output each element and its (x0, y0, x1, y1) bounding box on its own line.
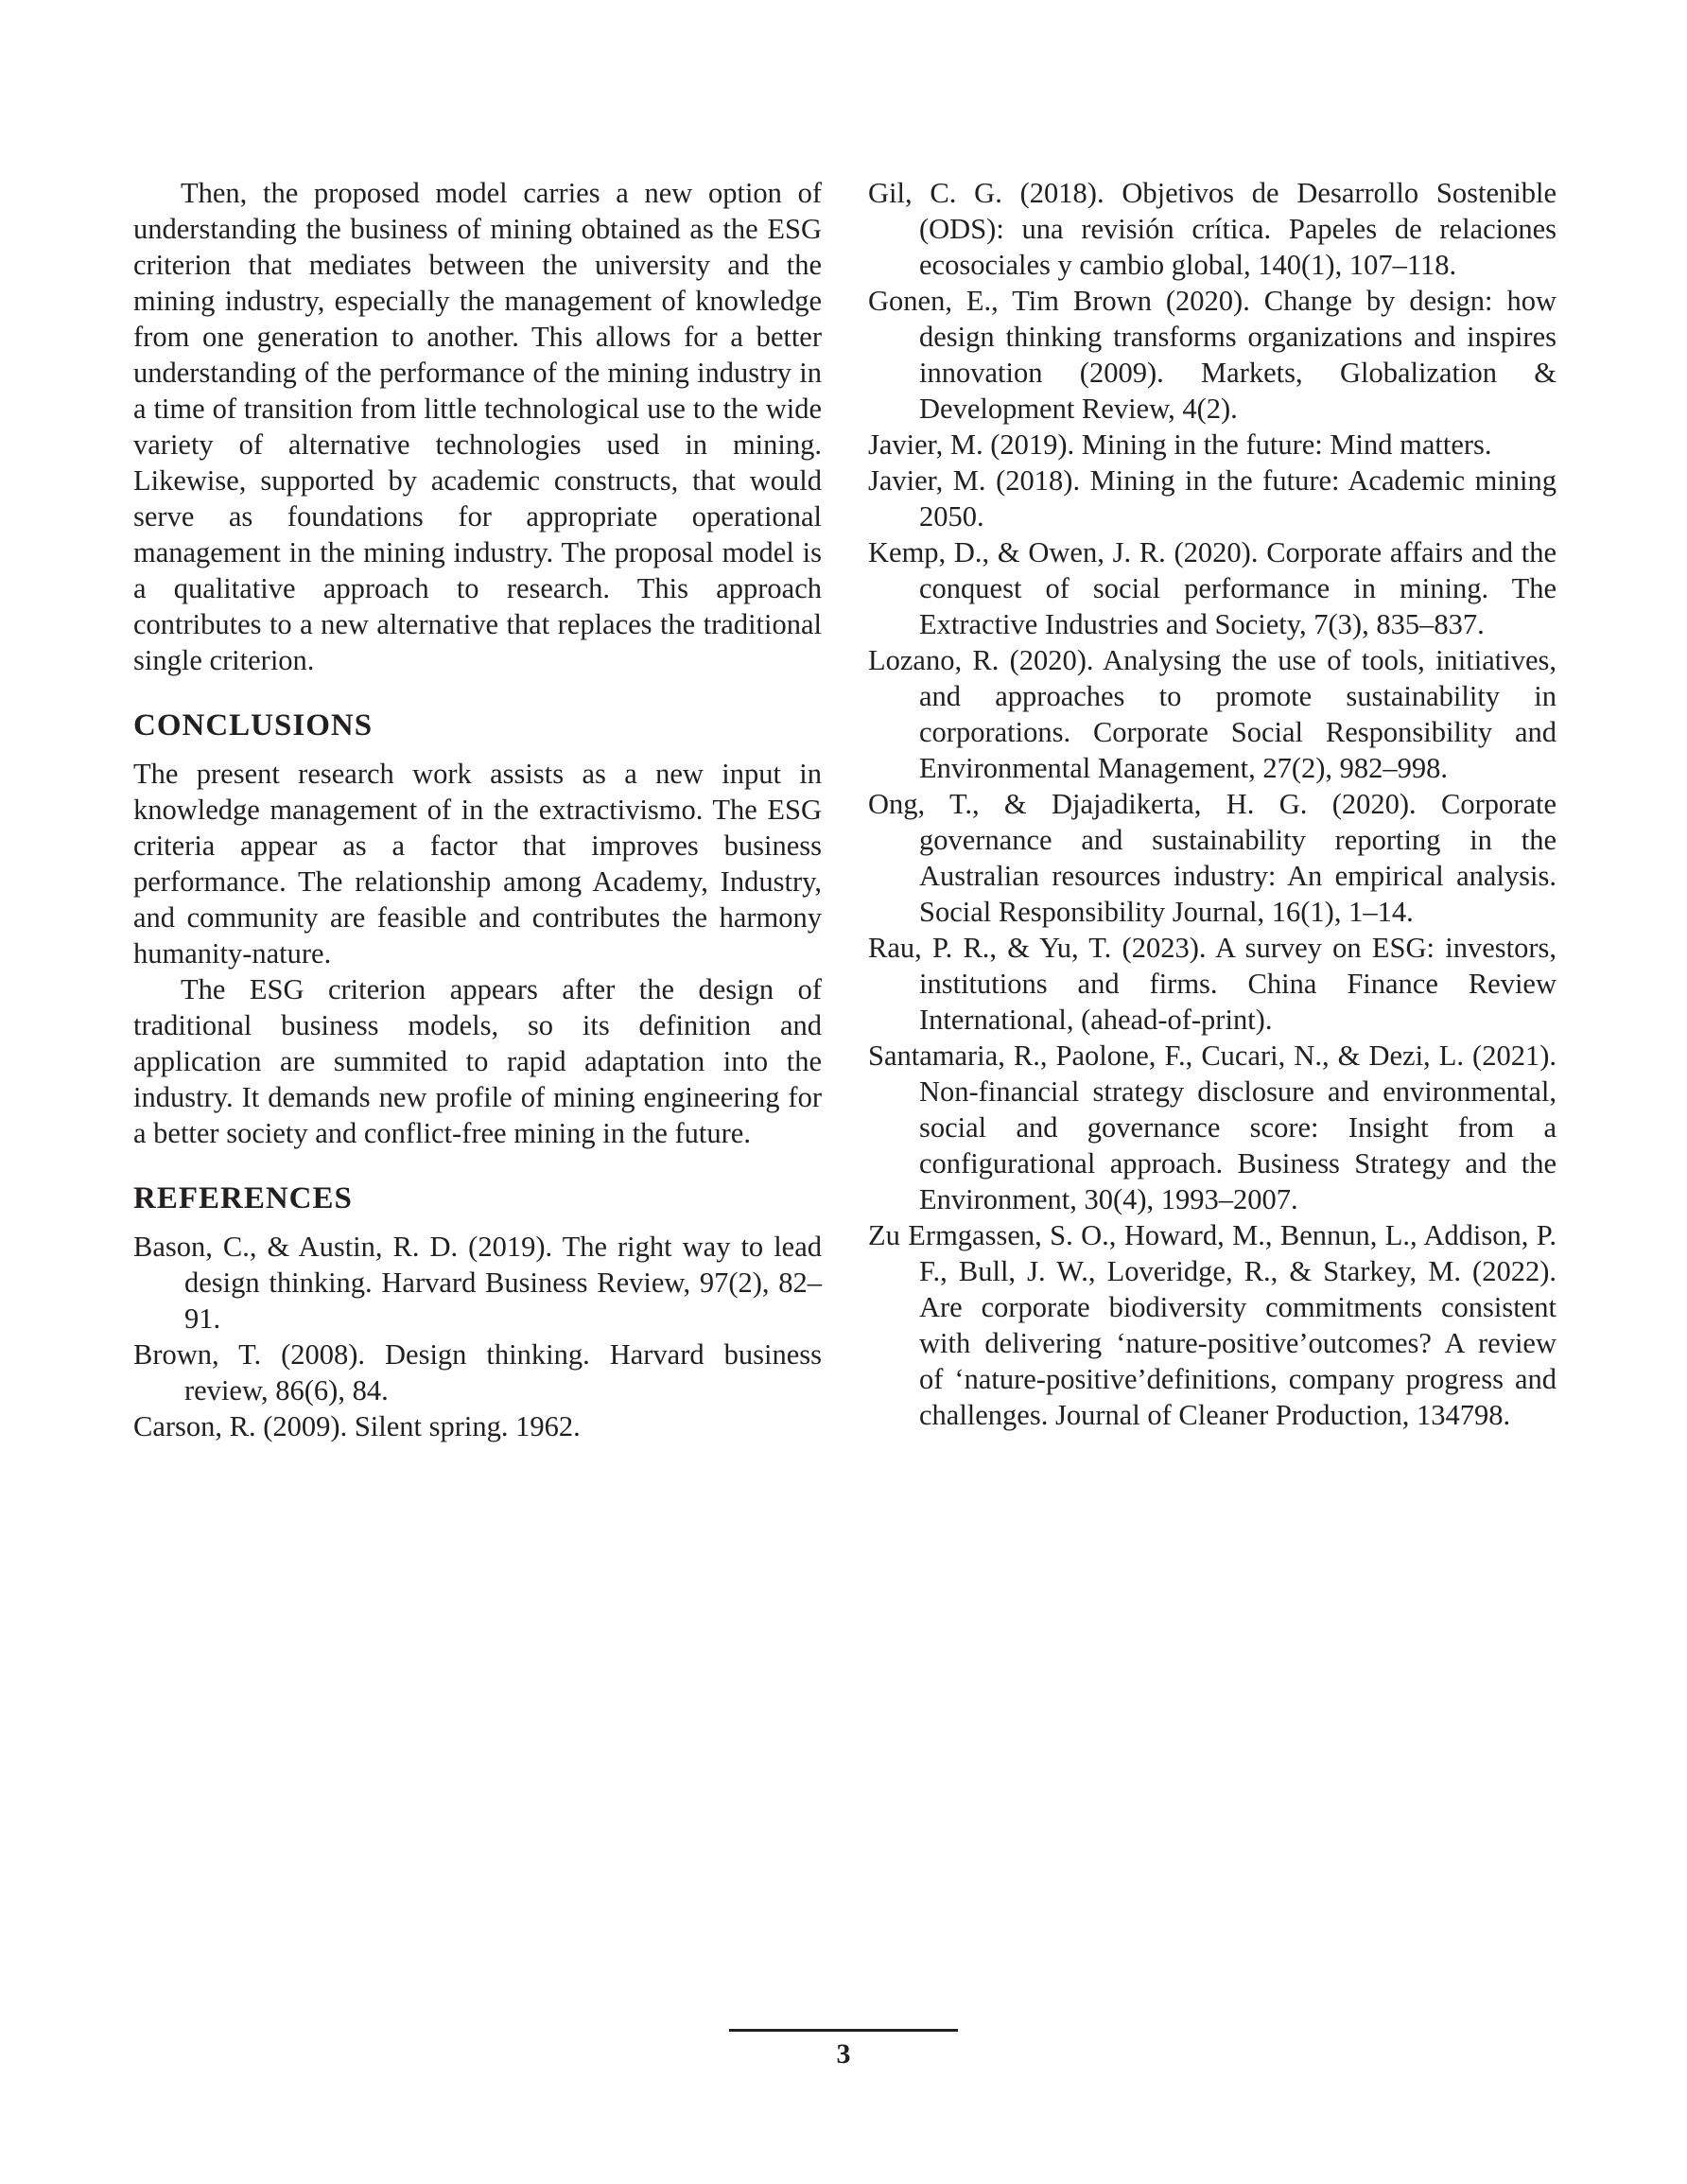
reference-item: Ong, T., & Djajadikerta, H. G. (2020). Corporate governance and sustainability reporting in the Australian resources industry: An empirical analysis. Social Responsibility Journal, 16(1), 1–14. (868, 788, 1557, 928)
reference-item: Bason, C., & Austin, R. D. (2019). The right way to lead design thinking. Harvard Business Review, 97(2), 82–91. (133, 1231, 822, 1335)
references-heading: REFERENCES (133, 1181, 353, 1215)
reference-item: Zu Ermgassen, S. O., Howard, M., Bennun, L., Addison, P. F., Bull, J. W., Loveridge, R., & Starkey, M. (2022). Are corporate biodiversity commitments consistent with delivering ‘nature-positive’outcomes? A review of ‘nature-positive’definitions, company progress and challenges. Journal of Cleaner Production, 134798. (868, 1219, 1557, 1431)
left-column (133, 175, 822, 1444)
reference-item: Gonen, E., Tim Brown (2020). Change by design: how design thinking transforms organizations and inspires innovation (2009). Markets, Globalization & Development Review, 4(2). (868, 285, 1557, 425)
page-number: 3 (836, 2038, 851, 2070)
reference-item: Javier, M. (2018). Mining in the future: Academic mining 2050. (868, 464, 1557, 533)
conclusions-paragraph: The ESG criterion appears after the design of traditional business models, so its definition and application are summited to rapid adaptation into the industry. It demands new profile of mining engineering for a better society and conflict-free mining in the future. (133, 973, 822, 1149)
reference-item: Gil, C. G. (2018). Objetivos de Desarrollo Sostenible (ODS): una revisión crítica. Papeles de relaciones ecosociales y cambio global, 140(1), 107–118. (868, 177, 1557, 281)
reference-item: Brown, T. (2008). Design thinking. Harvard business review, 86(6), 84. (133, 1338, 822, 1406)
reference-list-left (133, 1229, 822, 1444)
reference-list-right (868, 175, 1557, 1433)
conclusions-paragraph: The present research work assists as a new input in knowledge management of in the extractivismo. The ESG criteria appear as a factor that improves business performance. The relationship among Academy, Industry, and community are feasible and contributes the harmony humanity-nature. (133, 758, 822, 970)
reference-item: Lozano, R. (2020). Analysing the use of tools, initiatives, and approaches to promote sustainability in corporations. Corporate Social Responsibility and Environmental Management, 27(2), 982–998. (868, 644, 1557, 784)
reference-item: Rau, P. R., & Yu, T. (2023). A survey on ESG: investors, institutions and firms. China Finance Review International, (ahead-of-print). (868, 932, 1557, 1036)
conclusions-heading: CONCLUSIONS (133, 708, 374, 743)
reference-item: Carson, R. (2009). Silent spring. 1962. (133, 1410, 581, 1442)
body-paragraph: Then, the proposed model carries a new option of understanding the business of mining obtained as the ESG criterion that mediates between the university and the mining industry, especially the management of knowledge from one generation to another. This allows for a better understanding of the performance of the mining industry in a time of transition from little technological use to the wide variety of alternative technologies used in mining. Likewise, supported by academic constructs, that would serve as foundations for appropriate operational management in the mining industry. The proposal model is a qualitative approach to research. This approach contributes to a new alternative that replaces the traditional single criterion. (133, 177, 822, 676)
footer-rule (729, 2029, 958, 2032)
reference-item: Javier, M. (2019). Mining in the future: Mind matters. (868, 428, 1492, 461)
right-column (868, 175, 1557, 1433)
reference-item: Kemp, D., & Owen, J. R. (2020). Corporate affairs and the conquest of social performance in mining. The Extractive Industries and Society, 7(3), 835–837. (868, 536, 1557, 640)
reference-item: Santamaria, R., Paolone, F., Cucari, N., & Dezi, L. (2021). Non-financial strategy disclosure and environmental, social and governance score: Insight from a configurational approach. Business Strategy and the Environment, 30(4), 1993–2007. (868, 1040, 1557, 1215)
